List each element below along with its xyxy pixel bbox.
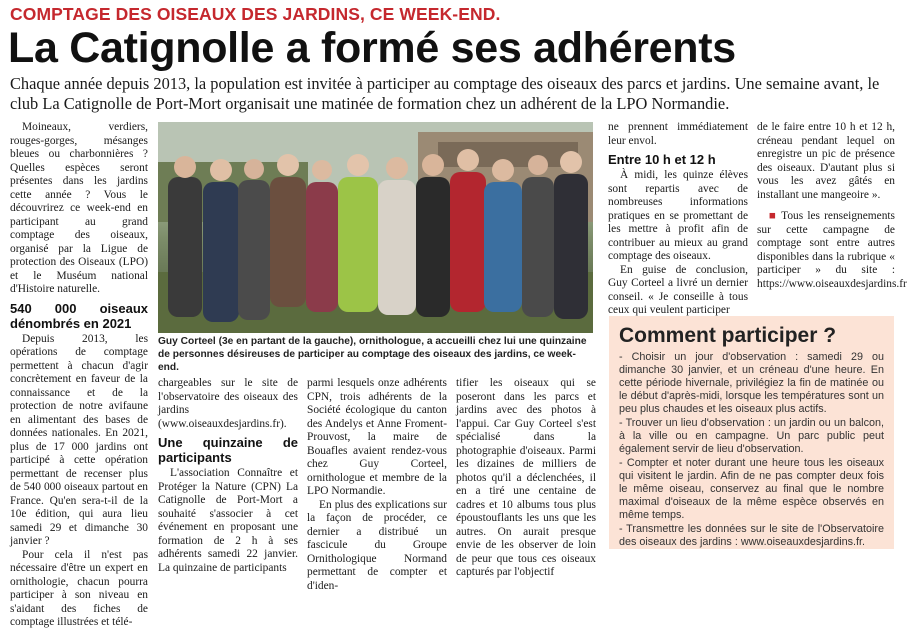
paragraph: de le faire entre 10 h et 12 h, créneau pendant lequel on enregistre un pic de présence des oiseaux. D'autant plus si vous les avez gâtés en installant une mangeoire ». [757,121,895,201]
box-item: - Trouver un lieu d'observation : un jardin ou un balcon, à la ville ou en campagne. Un parc public peut également servir de lieu d'observation. [619,417,884,455]
info-text: Tous les renseignements sur cette campagne de comptage sont entre autres disponibles dans la rubrique « participer » du site : https://www.oiseauxdesjardins.fr [757,210,907,290]
box-item: - Transmettre les données sur le site de l'Observatoire des oiseaux des jardins : www.oiseauxdesjardins.fr. [619,523,884,548]
paragraph: Moineaux, verdiers, rouges-gorges, mésanges bleues ou charbonnières ? Quelles espèces seront présentes dans les jardins cette année ? Vous le découvrirez ce week-end en participant au grand comptage des oiseaux, organisé par la Ligue de protection des Oiseaux (LPO) et le Muséum national d'Histoire naturelle. [10,121,148,295]
article-column-6 [757,121,907,311]
subheading: Entre 10 h et 12 h [608,152,716,167]
article-photo [158,122,593,333]
box-title: Comment participer ? [619,324,837,347]
how-to-participate-box [609,316,894,549]
bullet-marker: ■ [769,210,778,222]
paragraph: Pour cela il n'est pas nécessaire d'être un expert en ornithologie, chacun pourra participer à son niveau en s'aidant des fiches de comptage illustrées et télé- [10,548,148,628]
subheading: Une quinzaine de participants [158,435,298,465]
photo-caption: Guy Corteel (3e en partant de la gauche), ornithologue, a accueilli chez lui une quinzaine de personnes désireuses de participer au comptage des oiseaux des jardins, ce week-end. [158,336,587,373]
paragraph: À midi, les quinze élèves sont repartis avec de nombreuses informations pratiques en se promettant de les mettre à profit afin de contribuer au mieux au grand comptage des oiseaux. [608,169,748,262]
paragraph: Depuis 2013, les opérations de comptage permettent à chacun d'agir concrètement en faveur de la connaissance et de la protection de notre avifaune en alimentant des bases de données nationales. En 2021, plus de 17 000 jardins ont participé à cette opération permettant de recenser plus de 540 000 oiseaux partout en France. Qu'en sera-t-il de la 10e édition, qui aura lieu samedi 29 et dimanche 30 janvier ? [10,332,148,547]
article-column-1 [10,121,148,628]
article-column-4 [456,377,596,578]
box-item: - Choisir un jour d'observation : samedi 29 ou dimanche 30 janvier, et un créneau d'une heure. En cette période hivernale, privilégiez la fin de matinée ou le début d'après-midi, lorsque les températures sont un peu plus chaudes et les oiseaux plus actifs. [619,351,884,415]
article-kicker: COMPTAGE DES OISEAUX DES JARDINS, CE WEEK-END. [10,4,501,24]
paragraph: En guise de conclusion, Guy Corteel a livré un dernier conseil. « Je conseille à tous ceux qui veulent participer [608,263,748,316]
paragraph: tifier les oiseaux qui se poseront dans les parcs et jardins avec des photos à l'appui. Car Guy Corteel s'est spécialisé dans la photographie d'oiseaux. Parmi les dizaines de milliers de photos qu'il a déclenchées, il en a tiré une centaine de cadres et 10 albums tous plus époustouflants les uns que les autres. On aurait presque envie de les observer de loin de peur que tous ces oiseaux capturés par l'objectif [456,377,596,578]
subheading: 540 000 oiseaux dénombrés en 2021 [10,300,148,331]
box-item: - Compter et noter durant une heure tous les oiseaux qui visitent le jardin. Afin de ne pas compter deux fois le même oiseau, conservez au final que le nombre maximal d'oiseaux de la même espèce observés en même temps. [619,457,884,521]
article-headline: La Catignolle a formé ses adhérents [8,24,736,72]
paragraph [757,210,907,291]
paragraph: chargeables sur le site de l'observatoire des oiseaux des jardins (www.oiseauxdesjardins.fr). [158,377,298,430]
paragraph: En plus des explications sur la façon de procéder, ce dernier a distribué un fascicule du Groupe Ornithologique Normand permettant de compter et d'iden- [307,498,447,592]
article-column-2 [158,377,298,574]
paragraph: parmi lesquels onze adhérents CPN, trois adhérents de la Société écologique du canton des Andelys et Anne Froment-Prouvost, la maire de Bouafles avaient rendez-vous chez Guy Corteel, ornithologue et membre de la LPO Normandie. [307,377,447,497]
article-column-5 [608,121,748,316]
article-lead: Chaque année depuis 2013, la population est invitée à participer au comptage des oiseaux des parcs et jardins. Une semaine avant, le club La Catignolle de Port-Mort organisait une matinée de formation chez un adhérent de la LPO Normandie. [10,74,880,113]
group-photo-illustration [158,122,593,333]
paragraph: ne prennent immédiatement leur envol. [608,121,748,147]
paragraph: L'association Connaître et Protéger la Nature (CPN) La Catignolle de Port-Mort a souhaité s'associer à cet événement en proposant une formation de 2 h à ses adhérents samedi 22 janvier. La quinzaine de participants [158,467,298,574]
article-column-3 [307,377,447,592]
